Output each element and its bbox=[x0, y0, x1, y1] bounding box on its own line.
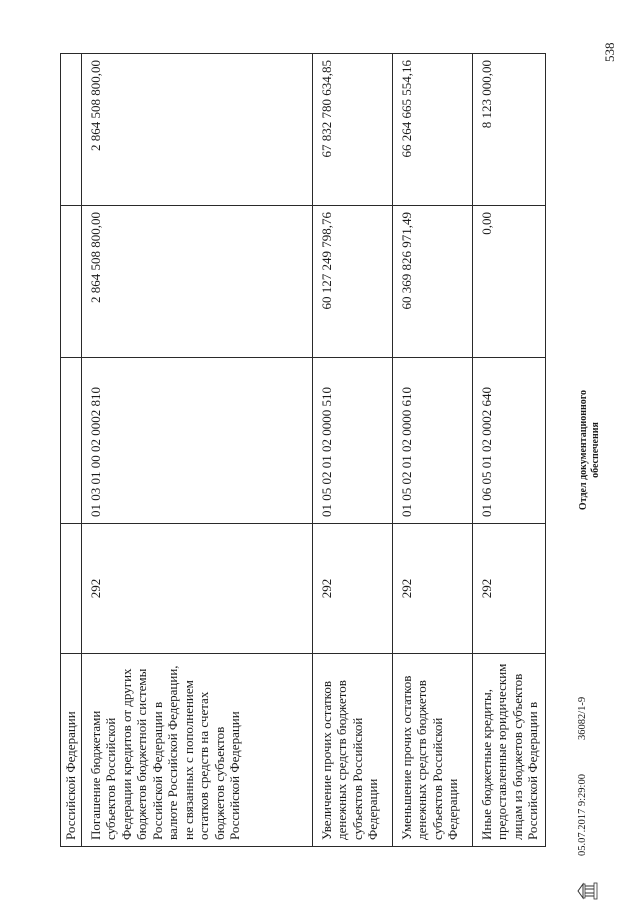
row-name: Уменьшение прочих остатков денежных средств бюджетов субъектов Российской Федерации bbox=[392, 654, 472, 847]
row-admin-code: 292 bbox=[312, 524, 392, 654]
row-amount-2018 bbox=[61, 206, 82, 358]
row-name: Увеличение прочих остатков денежных средств бюджетов субъектов Российской Федерации bbox=[312, 654, 392, 847]
row-amount-2019 bbox=[61, 54, 82, 206]
table-row bbox=[61, 54, 82, 847]
row-amount-2019: 67 832 780 634,85 bbox=[312, 54, 392, 206]
row-amount-2019: 66 264 665 554,16 bbox=[392, 54, 472, 206]
row-amount-2019: 8 123 000,00 bbox=[472, 54, 545, 206]
row-admin-code: 292 bbox=[81, 524, 312, 654]
row-classification-code bbox=[61, 358, 82, 524]
row-classification-code: 01 03 01 00 02 0002 810 bbox=[81, 358, 312, 524]
document-footer bbox=[575, 570, 635, 900]
page-number: 538 bbox=[602, 42, 617, 62]
table-row bbox=[81, 54, 312, 847]
budget-table-container bbox=[60, 54, 540, 847]
row-amount-2019: 2 864 508 800,00 bbox=[81, 54, 312, 206]
row-name: Российской Федерации bbox=[61, 654, 82, 847]
row-name: Погашение бюджетами субъектов Российской Федерации кредитов от других бюджетов бюджетной системы Российской Федерации в валюте Российской Федерации, не связанных с пополнением остатков средств на счетах бюджетов субъектов Российской Федерации bbox=[81, 654, 312, 847]
table-row bbox=[312, 54, 392, 847]
row-classification-code: 01 05 02 01 02 0000 610 bbox=[392, 358, 472, 524]
row-admin-code: 292 bbox=[392, 524, 472, 654]
footer-date: 05.07.2017 9:29:00 bbox=[577, 774, 588, 856]
row-amount-2018: 2 864 508 800,00 bbox=[81, 206, 312, 358]
row-amount-2018: 60 127 249 798,76 bbox=[312, 206, 392, 358]
table-row bbox=[472, 54, 545, 847]
row-amount-2018: 60 369 826 971,49 bbox=[392, 206, 472, 358]
row-admin-code: 292 bbox=[472, 524, 545, 654]
row-amount-2018: 0,00 bbox=[472, 206, 545, 358]
department-line: Отдел документационного bbox=[578, 389, 589, 511]
row-classification-code: 01 05 02 01 02 0000 510 bbox=[312, 358, 392, 524]
row-name: Иные бюджетные кредиты, предоставленные юридическим лицам из бюджетов субъектов Российской Федерации в bbox=[472, 654, 545, 847]
department-stamp bbox=[578, 370, 602, 530]
row-admin-code bbox=[61, 524, 82, 654]
table-row bbox=[392, 54, 472, 847]
row-classification-code: 01 06 05 01 02 0002 640 bbox=[472, 358, 545, 524]
budget-table bbox=[60, 53, 546, 847]
footer-doc-number: 36082/1-9 bbox=[577, 696, 588, 740]
department-line: обеспечения bbox=[590, 422, 601, 478]
building-seal-icon bbox=[577, 882, 599, 900]
